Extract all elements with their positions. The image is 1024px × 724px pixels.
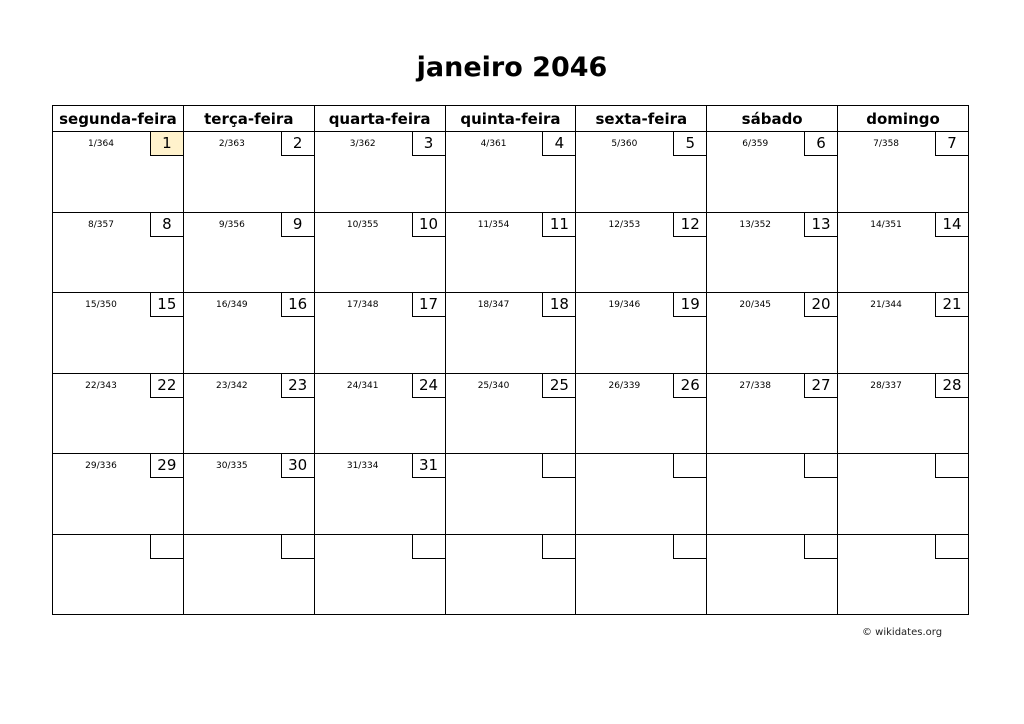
- day-cell[interactable]: [183, 373, 314, 454]
- day-cell[interactable]: [53, 454, 184, 535]
- day-of-year-label: 13/352: [739, 219, 772, 230]
- day-cell[interactable]: [707, 293, 838, 374]
- day-number: [542, 454, 575, 478]
- week-row: [53, 373, 969, 454]
- day-cell[interactable]: [183, 293, 314, 374]
- day-of-year-label: 8/357: [88, 219, 114, 230]
- day-number: 3: [412, 132, 445, 156]
- day-of-year-label: 30/335: [216, 461, 248, 471]
- day-number: 22: [150, 374, 183, 398]
- day-number: [150, 535, 183, 559]
- day-number: 4: [542, 132, 575, 156]
- day-cell[interactable]: [707, 454, 838, 535]
- weekday-header: sexta-feira: [576, 106, 707, 132]
- day-cell[interactable]: [183, 212, 314, 293]
- day-number: 8: [150, 213, 183, 237]
- day-cell[interactable]: [707, 534, 838, 615]
- day-number: 13: [804, 213, 837, 237]
- day-of-year-label: 22/343: [85, 380, 117, 391]
- day-number: 24: [412, 374, 445, 398]
- day-of-year-label: 15/350: [85, 300, 117, 310]
- day-cell[interactable]: [314, 534, 445, 615]
- day-of-year-label: 11/354: [477, 219, 510, 230]
- week-row: [53, 293, 969, 374]
- day-number: 18: [542, 293, 575, 317]
- day-of-year-label: 21/344: [870, 300, 902, 310]
- day-cell[interactable]: [314, 454, 445, 535]
- day-number: [673, 454, 706, 478]
- day-cell[interactable]: [838, 534, 969, 615]
- day-cell[interactable]: [183, 454, 314, 535]
- day-number: 25: [542, 374, 575, 398]
- day-cell[interactable]: [576, 454, 707, 535]
- week-row: [53, 132, 969, 213]
- day-of-year-label: 24/341: [346, 380, 379, 391]
- day-number: [673, 535, 706, 559]
- day-number: 15: [150, 293, 183, 317]
- day-of-year-label: 19/346: [608, 300, 641, 310]
- day-cell[interactable]: [707, 212, 838, 293]
- day-number: 11: [542, 213, 575, 237]
- day-cell[interactable]: [445, 454, 576, 535]
- day-number: 5: [673, 132, 706, 156]
- day-number: [935, 535, 968, 559]
- weekday-header: segunda-feira: [53, 106, 184, 132]
- day-cell[interactable]: [314, 373, 445, 454]
- weekday-header: sábado: [707, 106, 838, 132]
- day-number: 23: [281, 374, 314, 398]
- day-cell[interactable]: [314, 132, 445, 213]
- calendar-grid: [52, 105, 969, 615]
- day-cell[interactable]: [53, 132, 184, 213]
- day-cell[interactable]: [183, 132, 314, 213]
- day-cell[interactable]: [183, 534, 314, 615]
- day-cell[interactable]: [838, 212, 969, 293]
- day-of-year-label: 17/348: [346, 300, 379, 310]
- weekday-header: terça-feira: [183, 106, 314, 132]
- day-number: 12: [673, 213, 706, 237]
- day-number: 20: [804, 293, 837, 317]
- day-number: 10: [412, 213, 445, 237]
- day-cell[interactable]: [838, 454, 969, 535]
- day-number: 29: [150, 454, 183, 478]
- day-cell[interactable]: [707, 373, 838, 454]
- day-number: 31: [412, 454, 445, 478]
- day-cell[interactable]: [314, 212, 445, 293]
- day-of-year-label: 27/338: [739, 380, 772, 391]
- day-cell[interactable]: [576, 293, 707, 374]
- weekday-header-row: [53, 106, 969, 132]
- day-number: [935, 454, 968, 478]
- day-cell[interactable]: [838, 373, 969, 454]
- day-number: [804, 454, 837, 478]
- day-number: 21: [935, 293, 968, 317]
- day-of-year-label: 26/339: [608, 380, 641, 391]
- day-of-year-label: 2/363: [218, 139, 245, 149]
- calendar-title: janeiro 2046: [416, 52, 608, 83]
- day-of-year-label: 1/364: [88, 139, 114, 149]
- day-number: 6: [804, 132, 837, 156]
- day-of-year-label: 3/362: [349, 139, 376, 149]
- day-cell[interactable]: [445, 373, 576, 454]
- day-number: 2: [281, 132, 314, 156]
- day-cell[interactable]: [445, 132, 576, 213]
- day-of-year-label: 25/340: [477, 380, 510, 391]
- day-number: 7: [935, 132, 968, 156]
- day-number: 28: [935, 374, 968, 398]
- weekday-header: domingo: [838, 106, 969, 132]
- day-cell[interactable]: [53, 293, 184, 374]
- day-cell[interactable]: [707, 132, 838, 213]
- day-cell[interactable]: [576, 212, 707, 293]
- day-of-year-label: 7/358: [873, 139, 900, 149]
- day-number: 1: [150, 132, 183, 156]
- credit-text: © wikidates.org: [862, 627, 943, 638]
- week-row: [53, 534, 969, 615]
- day-of-year-label: 5/360: [611, 139, 638, 149]
- day-of-year-label: 20/345: [739, 300, 772, 310]
- day-cell[interactable]: [576, 534, 707, 615]
- week-row: [53, 454, 969, 535]
- day-number: 19: [673, 293, 706, 317]
- day-of-year-label: 12/353: [608, 219, 641, 230]
- day-cell[interactable]: [314, 293, 445, 374]
- day-of-year-label: 29/336: [85, 461, 117, 471]
- day-number: 26: [673, 374, 706, 398]
- day-cell[interactable]: [445, 534, 576, 615]
- day-of-year-label: 23/342: [216, 380, 248, 391]
- weekday-header: quinta-feira: [445, 106, 576, 132]
- day-cell[interactable]: [53, 212, 184, 293]
- day-cell[interactable]: [445, 212, 576, 293]
- day-of-year-label: 31/334: [346, 461, 379, 471]
- day-number: 9: [281, 213, 314, 237]
- day-of-year-label: 18/347: [477, 300, 510, 310]
- day-number: [412, 535, 445, 559]
- day-of-year-label: 4/361: [480, 139, 507, 149]
- day-of-year-label: 16/349: [216, 300, 248, 310]
- day-cell[interactable]: [53, 534, 184, 615]
- day-of-year-label: 6/359: [742, 139, 769, 149]
- day-number: 17: [412, 293, 445, 317]
- day-cell[interactable]: [838, 132, 969, 213]
- day-number: [281, 535, 314, 559]
- day-number: 30: [281, 454, 314, 478]
- day-of-year-label: 28/337: [870, 380, 902, 391]
- weekday-header: quarta-feira: [314, 106, 445, 132]
- day-cell[interactable]: [838, 293, 969, 374]
- day-number: [804, 535, 837, 559]
- day-number: 16: [281, 293, 314, 317]
- day-number: [542, 535, 575, 559]
- day-cell[interactable]: [445, 293, 576, 374]
- day-of-year-label: 14/351: [870, 219, 902, 230]
- week-row: [53, 212, 969, 293]
- day-number: 27: [804, 374, 837, 398]
- day-cell[interactable]: [576, 373, 707, 454]
- day-number: 14: [935, 213, 968, 237]
- day-cell[interactable]: [53, 373, 184, 454]
- day-of-year-label: 9/356: [218, 219, 245, 230]
- day-of-year-label: 10/355: [346, 219, 379, 230]
- day-cell[interactable]: [576, 132, 707, 213]
